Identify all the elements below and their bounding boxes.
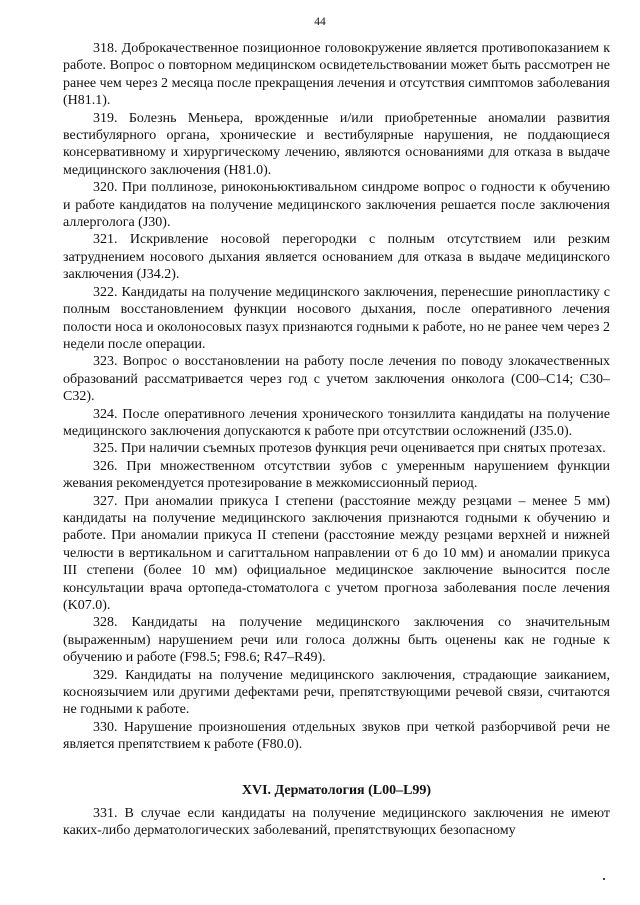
paragraph-324: 324. После оперативного лечения хронического тонзиллита кандидаты на получение медицинского заключения допускаются к работе при отсутствии осложнений (J35.0). bbox=[63, 406, 610, 439]
paragraph-321: 321. Искривление носовой перегородки с полным отсутствием или резким затруднением носового дыхания является основанием для отказа в выдаче медицинского заключения (J34.2). bbox=[63, 232, 610, 283]
paragraph-322: 322. Кандидаты на получение медицинского заключения, перенесшие ринопластику с полным восстановлением функции носового дыхания, после оперативного лечения полости носа и околоносовых пазух признаются годными к работе, но не ранее чем через 2 недели после операции. bbox=[63, 284, 610, 352]
scan-speck bbox=[603, 878, 605, 880]
paragraph-331: 331. В случае если кандидаты на получение медицинского заключения не имеют каких-либо дерматологических заболеваний, препятствующих безопасному bbox=[63, 806, 610, 839]
section-heading: XVI. Дерматология (L00–L99) bbox=[241, 782, 432, 798]
paragraph-323: 323. Вопрос о восстановлении на работу после лечения по поводу злокачественных образований рассматривается через год с учетом заключения онколога (C00–C14; C30–C32). bbox=[63, 354, 610, 405]
paragraph-328: 328. Кандидаты на получение медицинского заключения со значительным (выраженным) нарушением речи или голоса должны быть оценены как не годные к обучению и работе (F98.5; F98.6; R47–R49). bbox=[63, 615, 610, 666]
paragraph-320: 320. При поллинозе, риноконьюктивальном синдроме вопрос о годности к обучению и работе кандидатов на получение медицинского заключения решается после заключения аллерголога (J30). bbox=[63, 180, 610, 231]
page-number: 44 bbox=[314, 16, 326, 28]
paragraph-329: 329. Кандидаты на получение медицинского заключения, страдающие заиканием, косноязычием или другими дефектами речи, препятствующими речевой связи, считаются не годными к работе. bbox=[63, 667, 610, 718]
paragraph-319: 319. Болезнь Меньера, врожденные и/или приобретенные аномалии развития вестибулярного органа, хронические и вестибулярные нарушения, не поддающиеся консервативному и хирургическому лечению, являются основаниями для отказа в выдаче медицинского заключения (H81.0). bbox=[63, 110, 610, 178]
document-body bbox=[63, 40, 610, 840]
paragraph-318: 318. Доброкачественное позиционное головокружение является противопоказанием к работе. Вопрос о повторном медицинском освидетельствовании может быть рассмотрен не ранее чем через 2 месяца после прекращения лечения и отсутствия симптомов заболевания (H81.1). bbox=[63, 41, 610, 109]
paragraph-327: 327. При аномалии прикуса I степени (расстояние между резцами – менее 5 мм) кандидаты на получение медицинского заключения признаются годными к обучению и работе. При аномалии прикуса II степени (расстояние между резцами верхней и нижней челюсти в вертикальном и сагиттальном направлении от 6 до 10 мм) и аномалии прикуса III степени (более 10 мм) официальное медицинское заключение выносится после консультации врача ортопеда-стоматолога с учетом прогноза заболевания после лечения (K07.0). bbox=[63, 493, 610, 613]
paragraph-326: 326. При множественном отсутствии зубов с умеренным нарушением функции жевания рекомендуется протезирование в межкомиссионный период. bbox=[63, 458, 610, 492]
paragraph-330: 330. Нарушение произношения отдельных звуков при четкой разборчивой речи не является препятствием к работе (F80.0). bbox=[63, 719, 610, 753]
paragraph-325: 325. При наличии съемных протезов функция речи оценивается при снятых протезах. bbox=[93, 441, 606, 457]
